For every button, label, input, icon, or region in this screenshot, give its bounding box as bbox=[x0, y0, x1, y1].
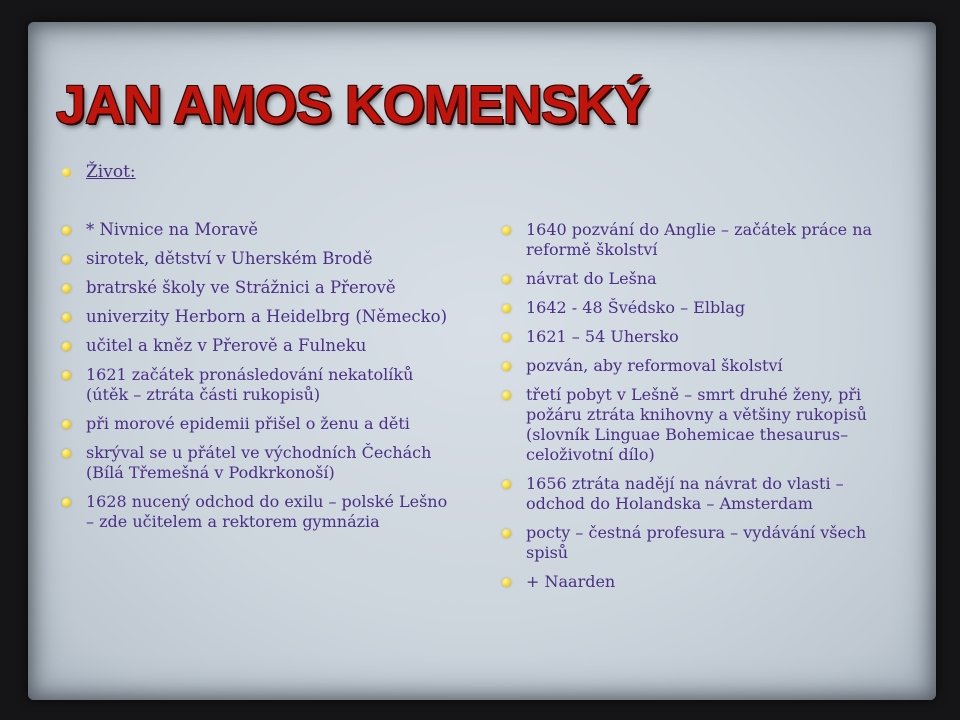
list-item: + Naarden bbox=[496, 572, 896, 592]
left-bullet-list bbox=[56, 220, 456, 532]
list-item: při morové epidemii přišel o ženu a děti bbox=[56, 414, 456, 434]
list-item: pozván, aby reformoval školství bbox=[496, 356, 896, 376]
list-item: * Nivnice na Moravě bbox=[56, 220, 456, 240]
list-item: bratrské školy ve Strážnici a Přerově bbox=[56, 278, 456, 298]
list-item: sirotek, dětství v Uherském Brodě bbox=[56, 249, 456, 269]
list-item: 1656 ztráta nadějí na návrat do vlasti – odchod do Holandska – Amsterdam bbox=[496, 474, 896, 514]
list-item: 1621 – 54 Uhersko bbox=[496, 327, 896, 347]
list-item: třetí pobyt v Lešně – smrt druhé ženy, při požáru ztráta knihovny a většiny rukopisů (slovník Linguae Bohemicae thesaurus– celoživotní dílo) bbox=[496, 385, 896, 465]
list-item: 1621 začátek pronásledování nekatolíků (útěk – ztráta části rukopisů) bbox=[56, 365, 456, 405]
list-item: návrat do Lešna bbox=[496, 269, 896, 289]
list-item: univerzity Herborn a Heidelbrg (Německo) bbox=[56, 307, 456, 327]
right-bullet-list bbox=[496, 220, 896, 592]
list-item: skrýval se u přátel ve východních Čechách (Bílá Třemešná v Podkrkonoší) bbox=[56, 443, 456, 483]
slide-title: JAN AMOS KOMENSKÝ bbox=[56, 75, 650, 135]
life-heading-list bbox=[56, 162, 436, 182]
life-heading: Život: bbox=[86, 162, 136, 182]
list-item: 1640 pozvání do Anglie – začátek práce na reformě školství bbox=[496, 220, 896, 260]
list-item: pocty – čestná profesura – vydávání všech spisů bbox=[496, 523, 896, 563]
life-heading-item bbox=[56, 162, 436, 182]
list-item: 1628 nucený odchod do exilu – polské Lešno – zde učitelem a rektorem gymnázia bbox=[56, 492, 456, 532]
list-item: 1642 - 48 Švédsko – Elblag bbox=[496, 298, 896, 318]
list-item: učitel a kněz v Přerově a Fulneku bbox=[56, 336, 456, 356]
